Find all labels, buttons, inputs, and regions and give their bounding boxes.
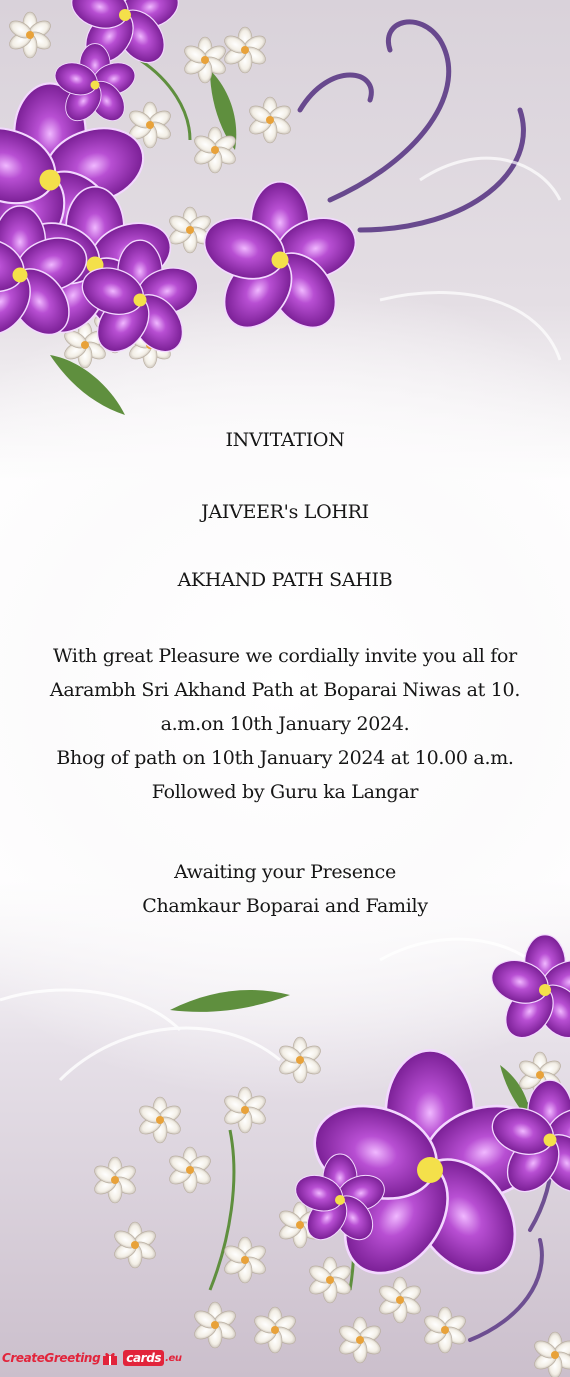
logo-text: CreateGreeting [2,1351,101,1365]
invite-line: Followed by Guru ka Langar [151,781,419,803]
host-name: Chamkaur Boparai and Family [142,895,428,917]
site-watermark-logo[interactable] [2,1345,182,1371]
invite-line: Aarambh Sri Akhand Path at Boparai Niwas at 10. [49,679,521,701]
invite-line: Bhog of path on 10th January 2024 at 10.00 a.m. [56,747,514,769]
ceremony-name: AKHAND PATH SAHIB [177,569,393,591]
invite-line: a.m.on 10th January 2024. [160,713,410,735]
closing-block [10,855,560,923]
logo-text: cards [123,1350,164,1366]
invite-message [10,639,560,809]
invitation-text [10,425,560,923]
logo-text: .eu [165,1352,182,1364]
invite-line: With great Pleasure we cordially invite you all for [53,645,517,667]
invitation-title: INVITATION [225,429,345,451]
closing-text: Awaiting your Presence [174,861,396,883]
event-name: JAIVEER's LOHRI [201,501,369,523]
gift-icon [102,1351,118,1365]
